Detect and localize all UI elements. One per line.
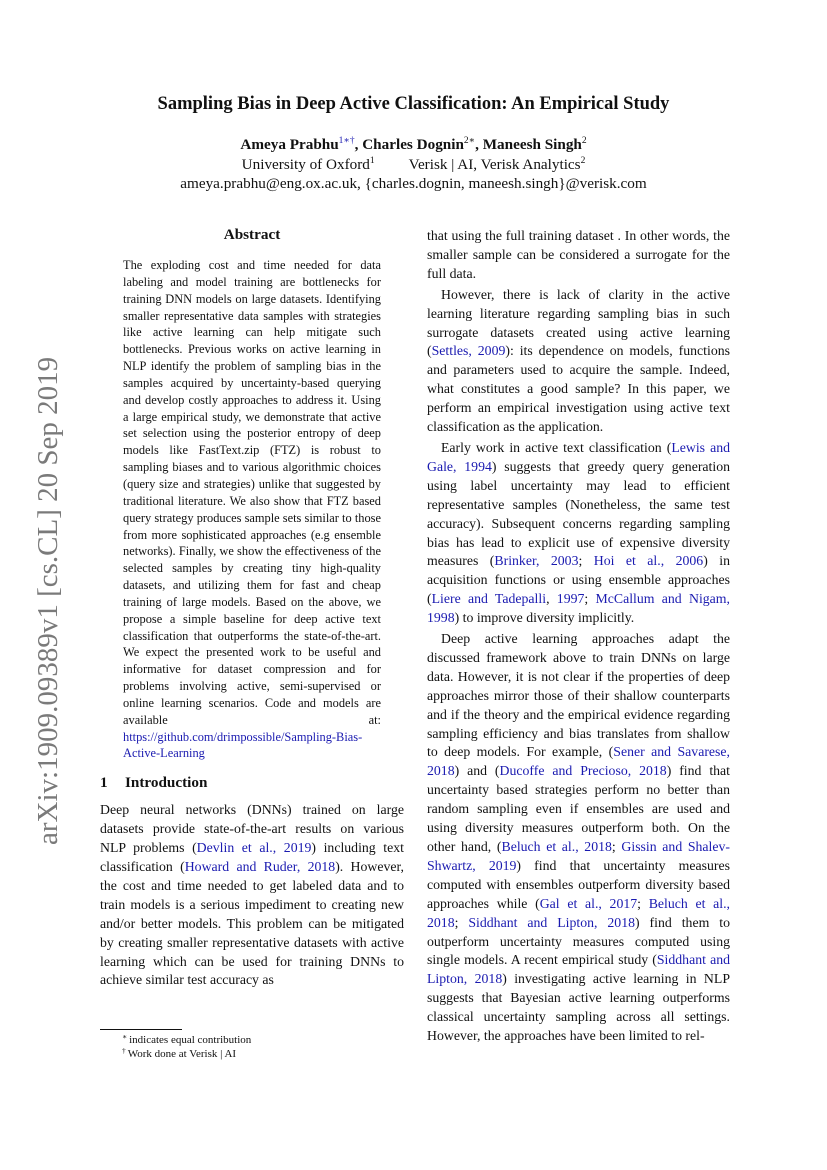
github-link[interactable]: https://github.com/drimpossible/Sampling-Bias-Active-Learning [123,729,363,761]
citation-link[interactable]: Howard and Ruder, 2018 [184,859,336,875]
footnote-text: Work done at Verisk | AI [127,1047,237,1060]
footnote [100,1045,404,1062]
footnote-mark: ∗ [122,1032,128,1041]
citation-link[interactable]: 1997 [556,591,585,607]
affiliation-verisk: Verisk | AI, Verisk Analytics [408,155,581,173]
citation-link[interactable]: Devlin et al., 2019 [196,840,312,856]
intro-paragraph-2: However, there is lack of clarity in the active learning literature regarding sampling bias in such surrogate datasets created using active learning (Settles, 2009): its dependence on models, functions and parameters used to acquire the sample. Indeed, what constitutes a good sample? In this paper, we perform an empirical investigation using active text classification as the application. [427,286,730,435]
citation-link[interactable]: Lewis and Gale, 1994 [427,439,731,474]
citation-link[interactable]: Settles, 2009 [431,343,506,359]
citation-link[interactable]: Beluch et al., 2018 [501,839,612,854]
citation-link[interactable]: Siddhant and Lipton, 2018 [427,952,730,987]
citation-link[interactable]: Beluch et al., 2018 [427,895,730,930]
footnote-rule [100,1029,182,1030]
author-mark: 2 [581,136,587,146]
author-block [80,135,747,194]
author-name: Maneesh Singh [482,136,582,153]
left-column [100,226,404,990]
footnote-mark: † [122,1045,126,1055]
affiliation-mark: 1 [369,155,375,166]
footnotes [100,1029,404,1062]
author-separator: , [475,136,483,153]
affiliations [80,155,747,175]
author-mark: 1∗† [338,136,355,146]
author-name: Charles Dognin [362,136,464,153]
section-heading-introduction [100,774,404,792]
author-name: Ameya Prabhu [240,136,339,153]
section-title: Introduction [125,774,208,792]
abstract-heading: Abstract [223,226,281,243]
footnote [100,1034,404,1048]
citation-link[interactable]: Brinker, 2003 [494,553,579,569]
intro-paragraph-1: Deep neural networks (DNNs) trained on large datasets provide state-of-the-art results on various NLP problems (Devlin et al., 2019) including text classification (Howard and Ruder, 2018). However, the cost and time needed to get labeled data and to train models is a serious impediment to creating new and/or better models. This problem can be mitigated by creating smaller representative datasets with active learning which can be used for training DNNs to achieve similar test accuracy as [100,802,404,988]
arxiv-identifier: arXiv:1909.09389v1 [cs.CL] 20 Sep 2019 [32,356,64,845]
citation-link[interactable]: Hoi et al., 2006 [593,553,704,569]
arxiv-watermark [10,350,70,850]
citation-link[interactable]: Siddhant and Lipton, 2018 [468,914,636,930]
author-mark: 2∗ [463,136,476,146]
citation-link[interactable]: Gal et al., 2017 [539,895,638,911]
intro-paragraph-3: Early work in active text classification (Lewis and Gale, 1994) suggests that greedy query generation using label uncertainty may lead to efficient representative samples (Nonetheless, the same test accuracy). Subsequent concerns regarding sampling bias has lead to explicit use of expensive diversity measures (Brinker, 2003; Hoi et al., 2006) in acquisition functions or using ensemble approaches (Liere and Tadepalli, 1997; McCallum and Nigam, 1998) to improve diversity implicitly. [427,439,731,626]
intro-paragraph-1-continued: that using the full training dataset . In other words, the smaller sample can be considered a surrogate for the full data. [427,228,730,281]
citation-link[interactable]: Liere and Tadepalli [431,591,547,607]
intro-paragraph-4: Deep active learning approaches adapt the discussed framework above to train DNNs on large data. However, it is not clear if the properties of deep approaches mirror those of their shallow counterparts and if the theory and the empirical evidence regarding sampling efficiency and bias translates from shallow to deep models. For example, (Sener and Savarese, 2018) and (Ducoffe and Precioso, 2018) find that uncertainty based strategies perform no better than random sampling even if ensembles are used and using diversity measures outperform both. On the other hand, (Beluch et al., 2018; Gissin and Shalev-Shwartz, 2019) find that uncertainty measures computed with ensembles outperform diversity based approaches while (Gal et al., 2017; Beluch et al., 2018; Siddhant and Lipton, 2018) find them to outperform uncertainty measures computed using single models. A recent empirical study (Siddhant and Lipton, 2018) investigating active learning in NLP suggests that Bayesian active learning outperforms classical uncertainty sampling across all settings. However, the approaches have been limited to rel- [427,631,731,1044]
footnote-text: indicates equal contribution [129,1034,252,1046]
citation-link[interactable]: Sener and Savarese, 2018 [427,744,730,779]
citation-link[interactable]: Gissin and Shalev-Shwartz, 2019 [427,839,730,873]
citation-link[interactable]: Ducoffe and Precioso, 2018 [499,763,667,779]
paper-title: Sampling Bias in Deep Active Classification: An Empirical Study [157,94,670,114]
author-names [80,135,747,155]
abstract-text: The exploding cost and time needed for data labeling and model training are bottlenecks for training DNN models on large datasets. Identifying smaller representative data samples with strategies like active learning can help mitigate such bottlenecks. Previous works on active learning in NLP identify the problem of sampling bias in the samples acquired by uncertainty-based querying and develop costly approaches to address it. Using a large empirical study, we demonstrate that active set selection using the posterior entropy of deep models like FastText.zip (FTZ) is robust to sampling biases and to various algorithmic choices (query size and strategies) unlike that suggested by traditional literature. We also show that FTZ based query strategy produces sample sets similar to those from more sophisticated approaches (e.g ensemble networks). Finally, we show the effectiveness of the selected samples by creating tiny high-quality datasets, and utilizing them for fast and cheap training of large models. Based on the above, we propose a simple baseline for deep active text classification that outperforms the state-of-the-art. We expect the presented work to be useful and informative for dataset compression and for problems involving active, semi-supervised or online learning scenarios. Code and models are available at: [123,258,381,727]
section-number: 1 [100,774,108,792]
right-column [427,227,730,1046]
author-separator: , [354,136,363,153]
affiliation-mark: 2 [580,155,586,166]
abstract-body [123,257,381,762]
affiliation-oxford: University of Oxford [241,155,370,173]
author-emails: ameya.prabhu@eng.ox.ac.uk, {charles.dognin, maneesh.singh}@verisk.com [180,175,647,192]
citation-link[interactable]: McCallum and Nigam, 1998 [427,591,730,626]
